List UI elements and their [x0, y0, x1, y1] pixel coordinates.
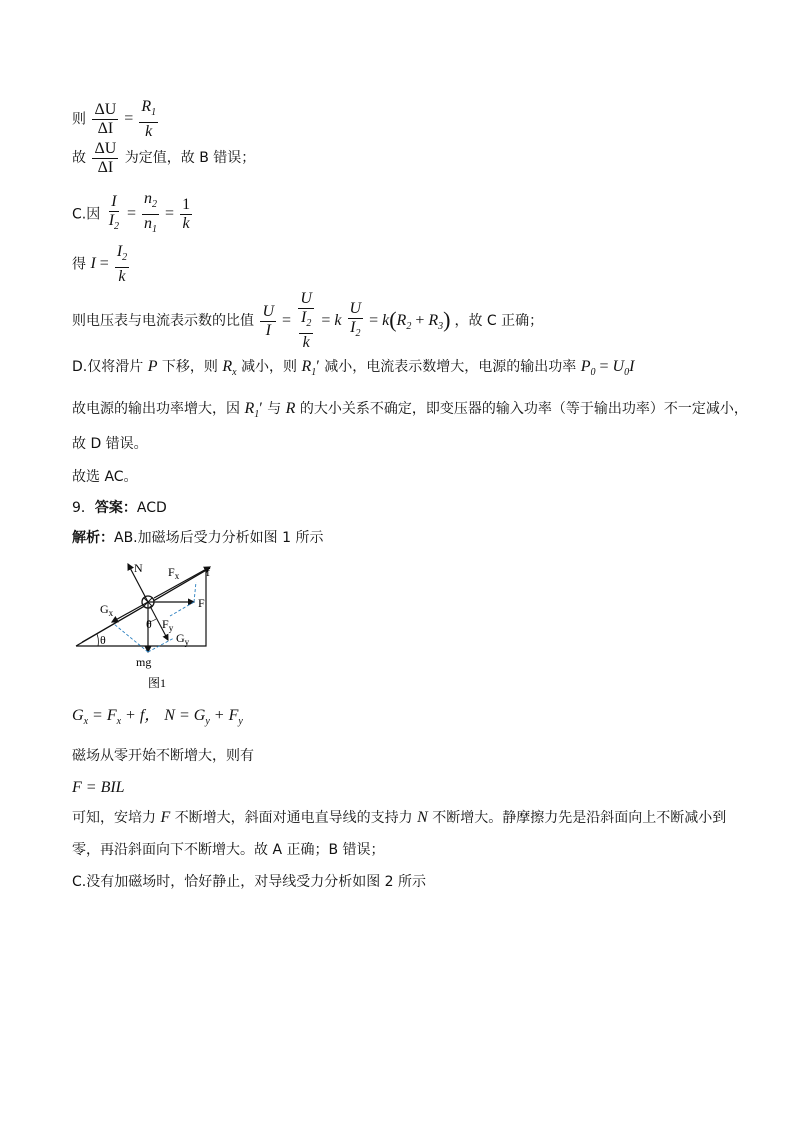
- svg-text:θ: θ: [100, 633, 106, 647]
- eq-line-12: $G_x = F_x + f$， $N = G_y + F_y$: [72, 707, 243, 728]
- text-prefix: 则: [72, 111, 86, 128]
- eq-line-1: 则 $\frac{\Delta U}{\Delta I}$ = $\frac{R_1}{k}$: [72, 98, 157, 141]
- text-line-17: C.没有加磁场时，恰好静止，对导线受力分析如图 2 所示: [72, 874, 427, 890]
- denominator: k: [145, 123, 153, 141]
- numerator: ΔU: [94, 101, 117, 119]
- eq-line-6: D.仅将滑片 P 下移，则 $R_x$ 减小，则 $R_1'$ 减小，电流表示数增大，电源的输出功率 $P_0 = U_0I$: [72, 358, 635, 379]
- eq-line-3: C.因 $\frac{I}{I_2}$ = $\frac{n_2}{n_1}$ = $\frac{1}{k}$: [72, 190, 191, 236]
- svg-text:mg: mg: [136, 655, 152, 669]
- eq-line-14: F = BIL: [72, 779, 125, 796]
- force-diagram-figure-1: [72, 560, 232, 698]
- text-line-15: 可知，安培力 F 不断增大，斜面对通电直导线的支持力 N 不断增大。静摩擦力先是沿斜面向上不断减小到: [72, 809, 727, 826]
- analysis-line: 解析：AB.加磁场后受力分析如图 1 所示: [72, 530, 324, 546]
- eq-line-5: 则电压表与电流表示数的比值 $\frac{U}{I}$ = $\frac{U}{\frac{I_2}{k}}$ = k $\frac{U}{I_2}$ = $k(R_2 + R_3)$ ，故 C 正确；: [72, 290, 544, 352]
- text-line-8: 故 D 错误。: [72, 436, 148, 452]
- svg-text:F: F: [198, 596, 205, 610]
- incline: [76, 568, 210, 646]
- text-line-13: 磁场从零开始不断增大，则有: [72, 748, 254, 764]
- figure-caption: 图1: [148, 676, 167, 690]
- text-line-7: 故电源的输出功率增大，因 $R_1'$ 与 R 的大小关系不确定，即变压器的输入功率（等于输出功率）不一定减小，: [72, 400, 748, 421]
- svg-text:f: f: [206, 565, 210, 579]
- text-line-9: 故选 AC。: [72, 469, 138, 485]
- svg-text:N: N: [134, 561, 143, 575]
- denominator: ΔI: [97, 120, 114, 138]
- svg-text:Fy: $F_y$: [162, 617, 174, 633]
- numerator: $R_1$: [139, 98, 158, 123]
- eq-line-2: 故 $\frac{\Delta U}{\Delta I}$ 为定值，故 B 错误；: [72, 140, 256, 176]
- svg-text:Fx: $F_x$: [168, 565, 180, 581]
- question-9-answer: 9．答案：ACD: [72, 500, 167, 516]
- svg-text:θ: θ: [146, 617, 152, 631]
- eq-line-4: 得 I = $\frac{I_2}{k}$: [72, 243, 128, 286]
- svg-text:Gx: $G_x$: [100, 602, 114, 618]
- text-line-16: 零，再沿斜面向下不断增大。故 A 正确；B 错误；: [72, 842, 385, 858]
- svg-text:Gy: $G_y$: [176, 631, 190, 647]
